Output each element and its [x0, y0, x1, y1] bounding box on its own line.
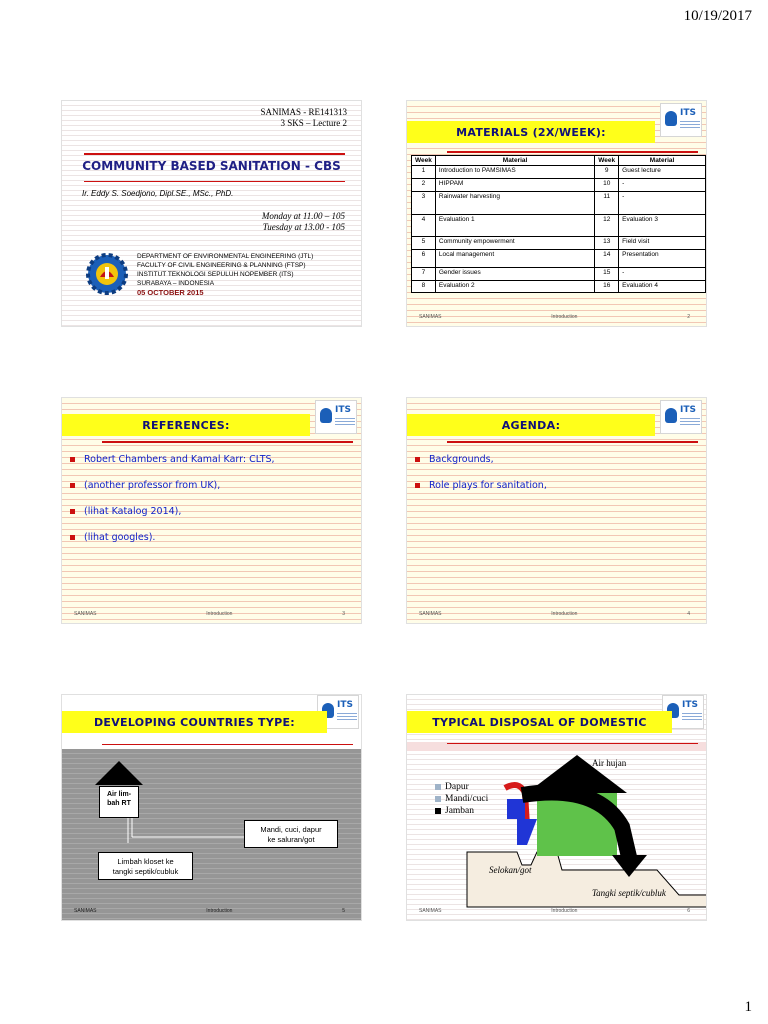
- dept-line-3: INSTITUT TEKNOLOGI SEPULUH NOPEMBER (ITS): [137, 271, 294, 278]
- legend-swatch-icon: [435, 784, 441, 790]
- legend-item-jamban: [435, 805, 488, 817]
- page-date: 10/19/2017: [683, 8, 752, 24]
- table-row: [412, 166, 706, 179]
- course-info: [260, 107, 347, 129]
- cell-week: 7: [412, 268, 436, 281]
- tangki-label: Tangki septik/cubluk: [592, 888, 666, 898]
- reference-text: (lihat Katalog 2014),: [84, 506, 182, 517]
- slide-3: [61, 397, 362, 624]
- cell-material: Community empowerment: [435, 237, 594, 250]
- cell-week: 12: [595, 215, 619, 237]
- title-rule: [447, 441, 698, 443]
- cell-material: HIPPAM: [435, 179, 594, 192]
- reference-text: Robert Chambers and Kamal Karr: CLTS,: [84, 454, 275, 465]
- cell-week: 6: [412, 250, 436, 268]
- cell-material: Local management: [435, 250, 594, 268]
- slide-2: [406, 100, 707, 327]
- slide-1: [61, 100, 362, 327]
- page-number: 1: [744, 999, 752, 1015]
- dept-line-1: DEPARTMENT OF ENVIRONMENTAL ENGINEERING (JTL): [137, 253, 314, 260]
- its-logo-subtext: [680, 121, 700, 128]
- list-item: [415, 479, 698, 505]
- footer-slide-number: 3: [342, 611, 345, 617]
- footer-section: Introduction: [551, 611, 578, 617]
- footer-section: Introduction: [551, 908, 578, 914]
- its-logo-text: ITS: [680, 108, 696, 118]
- cell-week: 8: [412, 281, 436, 293]
- its-logo-subtext: [335, 418, 355, 425]
- cell-week: 11: [595, 192, 619, 215]
- reference-text: (another professor from UK),: [84, 480, 221, 491]
- title-rule: [102, 441, 353, 443]
- col-material-2: Material: [619, 156, 706, 166]
- col-week-2: Week: [595, 156, 619, 166]
- bullet-square-icon: [70, 509, 75, 514]
- footer-section: Introduction: [551, 314, 578, 320]
- cell-week: 4: [412, 215, 436, 237]
- list-item: [70, 505, 353, 531]
- footer-slide-number: 2: [687, 314, 690, 320]
- cell-material: Gender issues: [435, 268, 594, 281]
- col-week-1: Week: [412, 156, 436, 166]
- legend-swatch-icon: [435, 796, 441, 802]
- slide-2-title-bar: [407, 121, 655, 143]
- cell-material: Introduction to PAMSIMAS: [435, 166, 594, 179]
- box-toilet-to-tank: [98, 852, 193, 880]
- cell-material: Evaluation 4: [619, 281, 706, 293]
- its-logo-text: ITS: [335, 405, 351, 415]
- table-row: [412, 250, 706, 268]
- its-emblem-icon: [86, 253, 128, 295]
- list-item: [70, 479, 353, 505]
- its-logo-text: ITS: [337, 700, 353, 710]
- cell-week: 3: [412, 192, 436, 215]
- materials-table: [411, 155, 706, 293]
- cell-material: -: [619, 268, 706, 281]
- box-bottom-text: Limbah kloset ke tangki septik/cubluk: [112, 857, 179, 876]
- its-logo: [660, 103, 702, 137]
- course-code: SANIMAS - RE141313: [260, 107, 347, 117]
- footer-course: SANIMAS: [419, 908, 442, 914]
- footer-course: SANIMAS: [419, 314, 442, 320]
- schedule: [262, 211, 345, 233]
- flow-lines: [62, 695, 362, 921]
- slide-4: [406, 397, 707, 624]
- its-logo-text: ITS: [682, 700, 698, 710]
- cell-week: 15: [595, 268, 619, 281]
- table-row: [412, 179, 706, 192]
- schedule-monday: Monday at 11.00 – 105: [261, 211, 345, 221]
- slide-footer: [74, 908, 345, 914]
- table-row: [412, 268, 706, 281]
- slide-5-title: DEVELOPING COUNTRIES TYPE:: [94, 715, 295, 729]
- bullet-square-icon: [415, 457, 420, 462]
- bullet-square-icon: [70, 535, 75, 540]
- slide-6-title: TYPICAL DISPOSAL OF DOMESTIC: [432, 715, 647, 729]
- selokan-label: Selokan/got: [489, 865, 532, 875]
- cell-material: Presentation: [619, 250, 706, 268]
- footer-slide-number: 5: [342, 908, 345, 914]
- title-rule: [447, 151, 698, 153]
- footer-section: Introduction: [206, 611, 233, 617]
- its-logo: [315, 400, 357, 434]
- box-kitchen-to-drain: [244, 820, 338, 848]
- table-row: [412, 192, 706, 215]
- slide-footer: [419, 611, 690, 617]
- its-shield-icon: [665, 111, 677, 126]
- its-logo-subtext: [680, 418, 700, 425]
- box-right-text: Mandi, cuci, dapur ke saluran/got: [260, 825, 322, 844]
- course-lecture: 3 SKS – Lecture 2: [280, 118, 347, 128]
- table-row: [412, 237, 706, 250]
- col-material-1: Material: [435, 156, 594, 166]
- slide-5: [61, 694, 362, 921]
- bullet-square-icon: [70, 457, 75, 462]
- dept-line-4: SURABAYA – INDONESIA: [137, 280, 215, 287]
- house-label: Air lim- bah RT: [106, 791, 132, 807]
- agenda-text: Role plays for sanitation,: [429, 480, 547, 491]
- footer-section: Introduction: [206, 908, 233, 914]
- department-info: [137, 252, 313, 297]
- lecture-date: 05 OCTOBER 2015: [137, 288, 204, 297]
- slide-4-title-bar: [407, 414, 655, 436]
- legend: [435, 781, 488, 817]
- table-row: [412, 281, 706, 293]
- cell-week: 9: [595, 166, 619, 179]
- legend-label: Mandi/cuci: [445, 794, 489, 804]
- author: Ir. Eddy S. Soedjono, Dipl.SE., MSc., PhD.: [82, 189, 234, 198]
- slide-footer: [419, 908, 690, 914]
- slide-3-title-bar: [62, 414, 310, 436]
- its-shield-icon: [665, 408, 677, 423]
- cell-material: -: [619, 192, 706, 215]
- legend-label: Jamban: [445, 806, 475, 816]
- footer-slide-number: 6: [687, 908, 690, 914]
- slide-1-title: COMMUNITY BASED SANITATION - CBS: [82, 159, 341, 173]
- legend-item-mandi-cuci: [435, 793, 488, 805]
- footer-slide-number: 4: [687, 611, 690, 617]
- table-row: [412, 215, 706, 237]
- its-logo: [660, 400, 702, 434]
- legend-swatch-icon: [435, 808, 441, 814]
- title-bottom-rule: [84, 181, 345, 182]
- slide-footer: [419, 314, 690, 320]
- footer-course: SANIMAS: [74, 908, 97, 914]
- footer-course: SANIMAS: [419, 611, 442, 617]
- table-header-row: [412, 156, 706, 166]
- cell-week: 1: [412, 166, 436, 179]
- air-hujan-label: Air hujan: [592, 758, 627, 768]
- cell-material: Guest lecture: [619, 166, 706, 179]
- schedule-tuesday: Tuesday at 13.00 - 105: [262, 222, 345, 232]
- reference-text: (lihat googles).: [84, 532, 156, 543]
- slide-6: [406, 694, 707, 921]
- references-list: [70, 453, 353, 557]
- legend-label: Dapur: [445, 782, 469, 792]
- its-shield-icon: [320, 408, 332, 423]
- cell-week: 16: [595, 281, 619, 293]
- cell-material: Evaluation 3: [619, 215, 706, 237]
- bullet-square-icon: [415, 483, 420, 488]
- agenda-list: [415, 453, 698, 505]
- cell-material: -: [619, 179, 706, 192]
- slide-footer: [74, 611, 345, 617]
- dept-line-2: FACULTY OF CIVIL ENGINEERING & PLANNING (FTSP): [137, 262, 306, 269]
- cell-week: 10: [595, 179, 619, 192]
- slide-3-title: REFERENCES:: [142, 418, 230, 432]
- bullet-square-icon: [70, 483, 75, 488]
- cell-material: Field visit: [619, 237, 706, 250]
- footer-course: SANIMAS: [74, 611, 97, 617]
- cell-week: 13: [595, 237, 619, 250]
- cell-material: Evaluation 2: [435, 281, 594, 293]
- list-item: [70, 453, 353, 479]
- list-item: [70, 531, 353, 557]
- title-top-rule: [84, 153, 345, 155]
- legend-item-dapur: [435, 781, 488, 793]
- its-logo-text: ITS: [680, 405, 696, 415]
- cell-material: Rainwater harvesting: [435, 192, 594, 215]
- cell-week: 2: [412, 179, 436, 192]
- cell-week: 5: [412, 237, 436, 250]
- cell-week: 14: [595, 250, 619, 268]
- agenda-text: Backgrounds,: [429, 454, 494, 465]
- list-item: [415, 453, 698, 479]
- cell-material: Evaluation 1: [435, 215, 594, 237]
- slide-4-title: AGENDA:: [501, 418, 561, 432]
- slide-2-title: MATERIALS (2X/WEEK):: [456, 125, 606, 139]
